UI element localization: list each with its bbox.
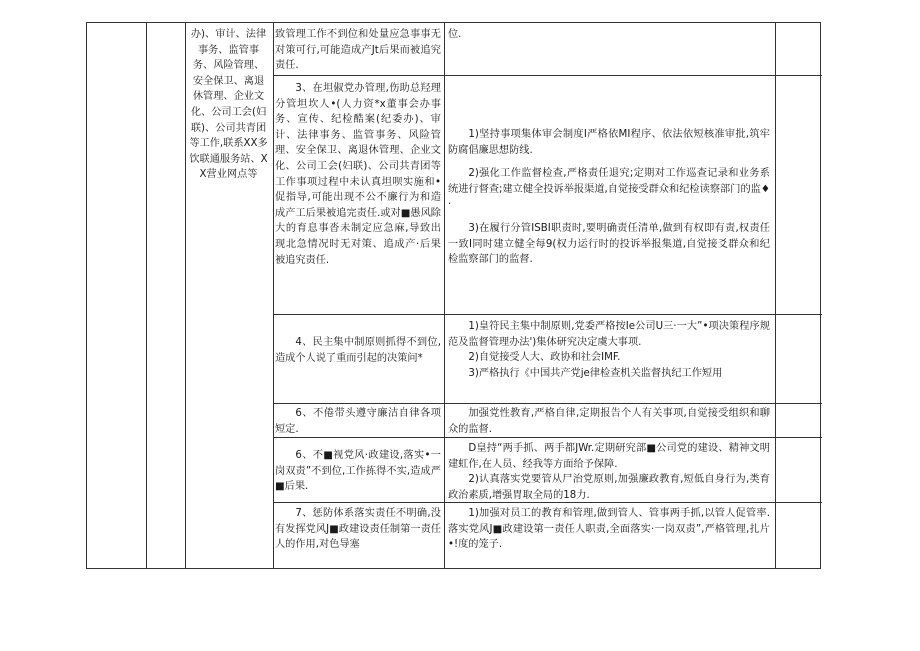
measure-paragraph: 2)自觉接受人大、政协和社会IMF. [468, 352, 621, 364]
risk-cell: 3、在坦俶党办管理,伤助总羟理分管坦坎人•(人力资*x董事会办事务、宣传、纪检酷案(纪委办)、审计、法律事务、监管事务、风险管理、安全保卫、离退休管理、企业文化、公司工会(妇联)、公司共青团等工作事项过程中未认真坦呗实施和•促指导,可能出现不公不廉行为和造成产工后果被追完责任.或对■愚风除大的育息事沓未制定应急麻,导致出现北急情况时无对策、追成产·后果被追究责任. [275, 83, 441, 266]
measure-paragraph: 3)在履行分管ISBI职责时,要明确责任清单,做到有权即有责,权责任一致I同时建立健全每9(权力运行时的投诉举报集道,自觉接爻群众和纪检监察部门的监督. [448, 222, 770, 266]
risk-table [86, 22, 821, 569]
measure-paragraph: 2)认真落实党要管从尸治党原则,加强廉政教育,短低自身行为,类育政治素质,增强胃取全局的18力. [448, 474, 770, 501]
measure-paragraph: 位. [448, 29, 462, 40]
measure-cell [448, 406, 770, 437]
row-divider [273, 403, 822, 404]
row-divider [273, 314, 822, 315]
measure-cell [448, 319, 770, 381]
measure-paragraph: 2)强化工作监督检查,严格责任退究;定期对工作巡查记录和业务系统进行督查;建立健全投诉举报渠道,自觉接受群众和纪检读察部门的监♦· [448, 168, 770, 211]
column-divider [146, 23, 147, 568]
measure-cell [448, 441, 770, 503]
measure-paragraph: 加强党性教育,严格自律,定期报告个人有关事项,自觉接受组织和聊众的监督. [448, 408, 770, 435]
measure-paragraph: D皇持“两手抓、两手都JWr.定期研究部■公司党的建设、精神文明建虹作,在人员、经我等方面给予保障. [448, 443, 770, 470]
measure-cell [448, 127, 770, 268]
department-scope-cell: 办)、审计、法律事务、监管事务、风险管理、安全保卫、离退休管理、企业文化、公司工会(妇联)、公司共青团等工作,联系XX多饮联通服务站、XX营业网点等 [189, 29, 268, 181]
risk-cell: 6、不倦带头遵守廉洁自律各项短定. [275, 408, 441, 435]
column-divider [775, 23, 776, 568]
measure-cell [448, 27, 770, 43]
measure-paragraph: 1)坚持事项集体审会制度I严格依MI程序、依法依短核准审批,筑牢防腐倡廉思想防线. [448, 129, 770, 156]
measure-cell [448, 506, 770, 553]
risk-cell: 7、惩防体系落实责任不明确,没有发挥党风J■政建设责任制第一责任人的作用,对色导塞 [275, 508, 441, 551]
risk-cell: 致管理工作不到位和处量应急事事无对策可行,可能造成产Jt后果而被追究责任. [275, 29, 441, 72]
risk-cell: 4、民主集中制原则抓得不到位,造成个人说了重而引起的决策问* [275, 337, 441, 364]
measure-paragraph: 3)严格执行《中国共产党je律检查机关监督执纪工作短用 [468, 367, 723, 379]
row-divider [273, 75, 822, 76]
risk-cell: 6、不■视党风·政建设,落实•一岗双责”不到位,工作拣得不实,造成严■后果. [275, 450, 441, 493]
measure-paragraph: 1)皇符民主集中制原则,党委严格按Ie公司U三·一大”•项决策程序规范及监督管理办法')集体研究决定虞大事项. [448, 321, 770, 348]
measure-paragraph: 1)加强对员工的教育和管理,做到管人、管事两手抓,以管人促管率.落实党风J■政建设第一责任人职责,全面落实·一岗双责”,严格管理,扎片•!度的笼子. [448, 508, 770, 551]
column-divider [273, 23, 274, 568]
column-divider [444, 23, 445, 568]
